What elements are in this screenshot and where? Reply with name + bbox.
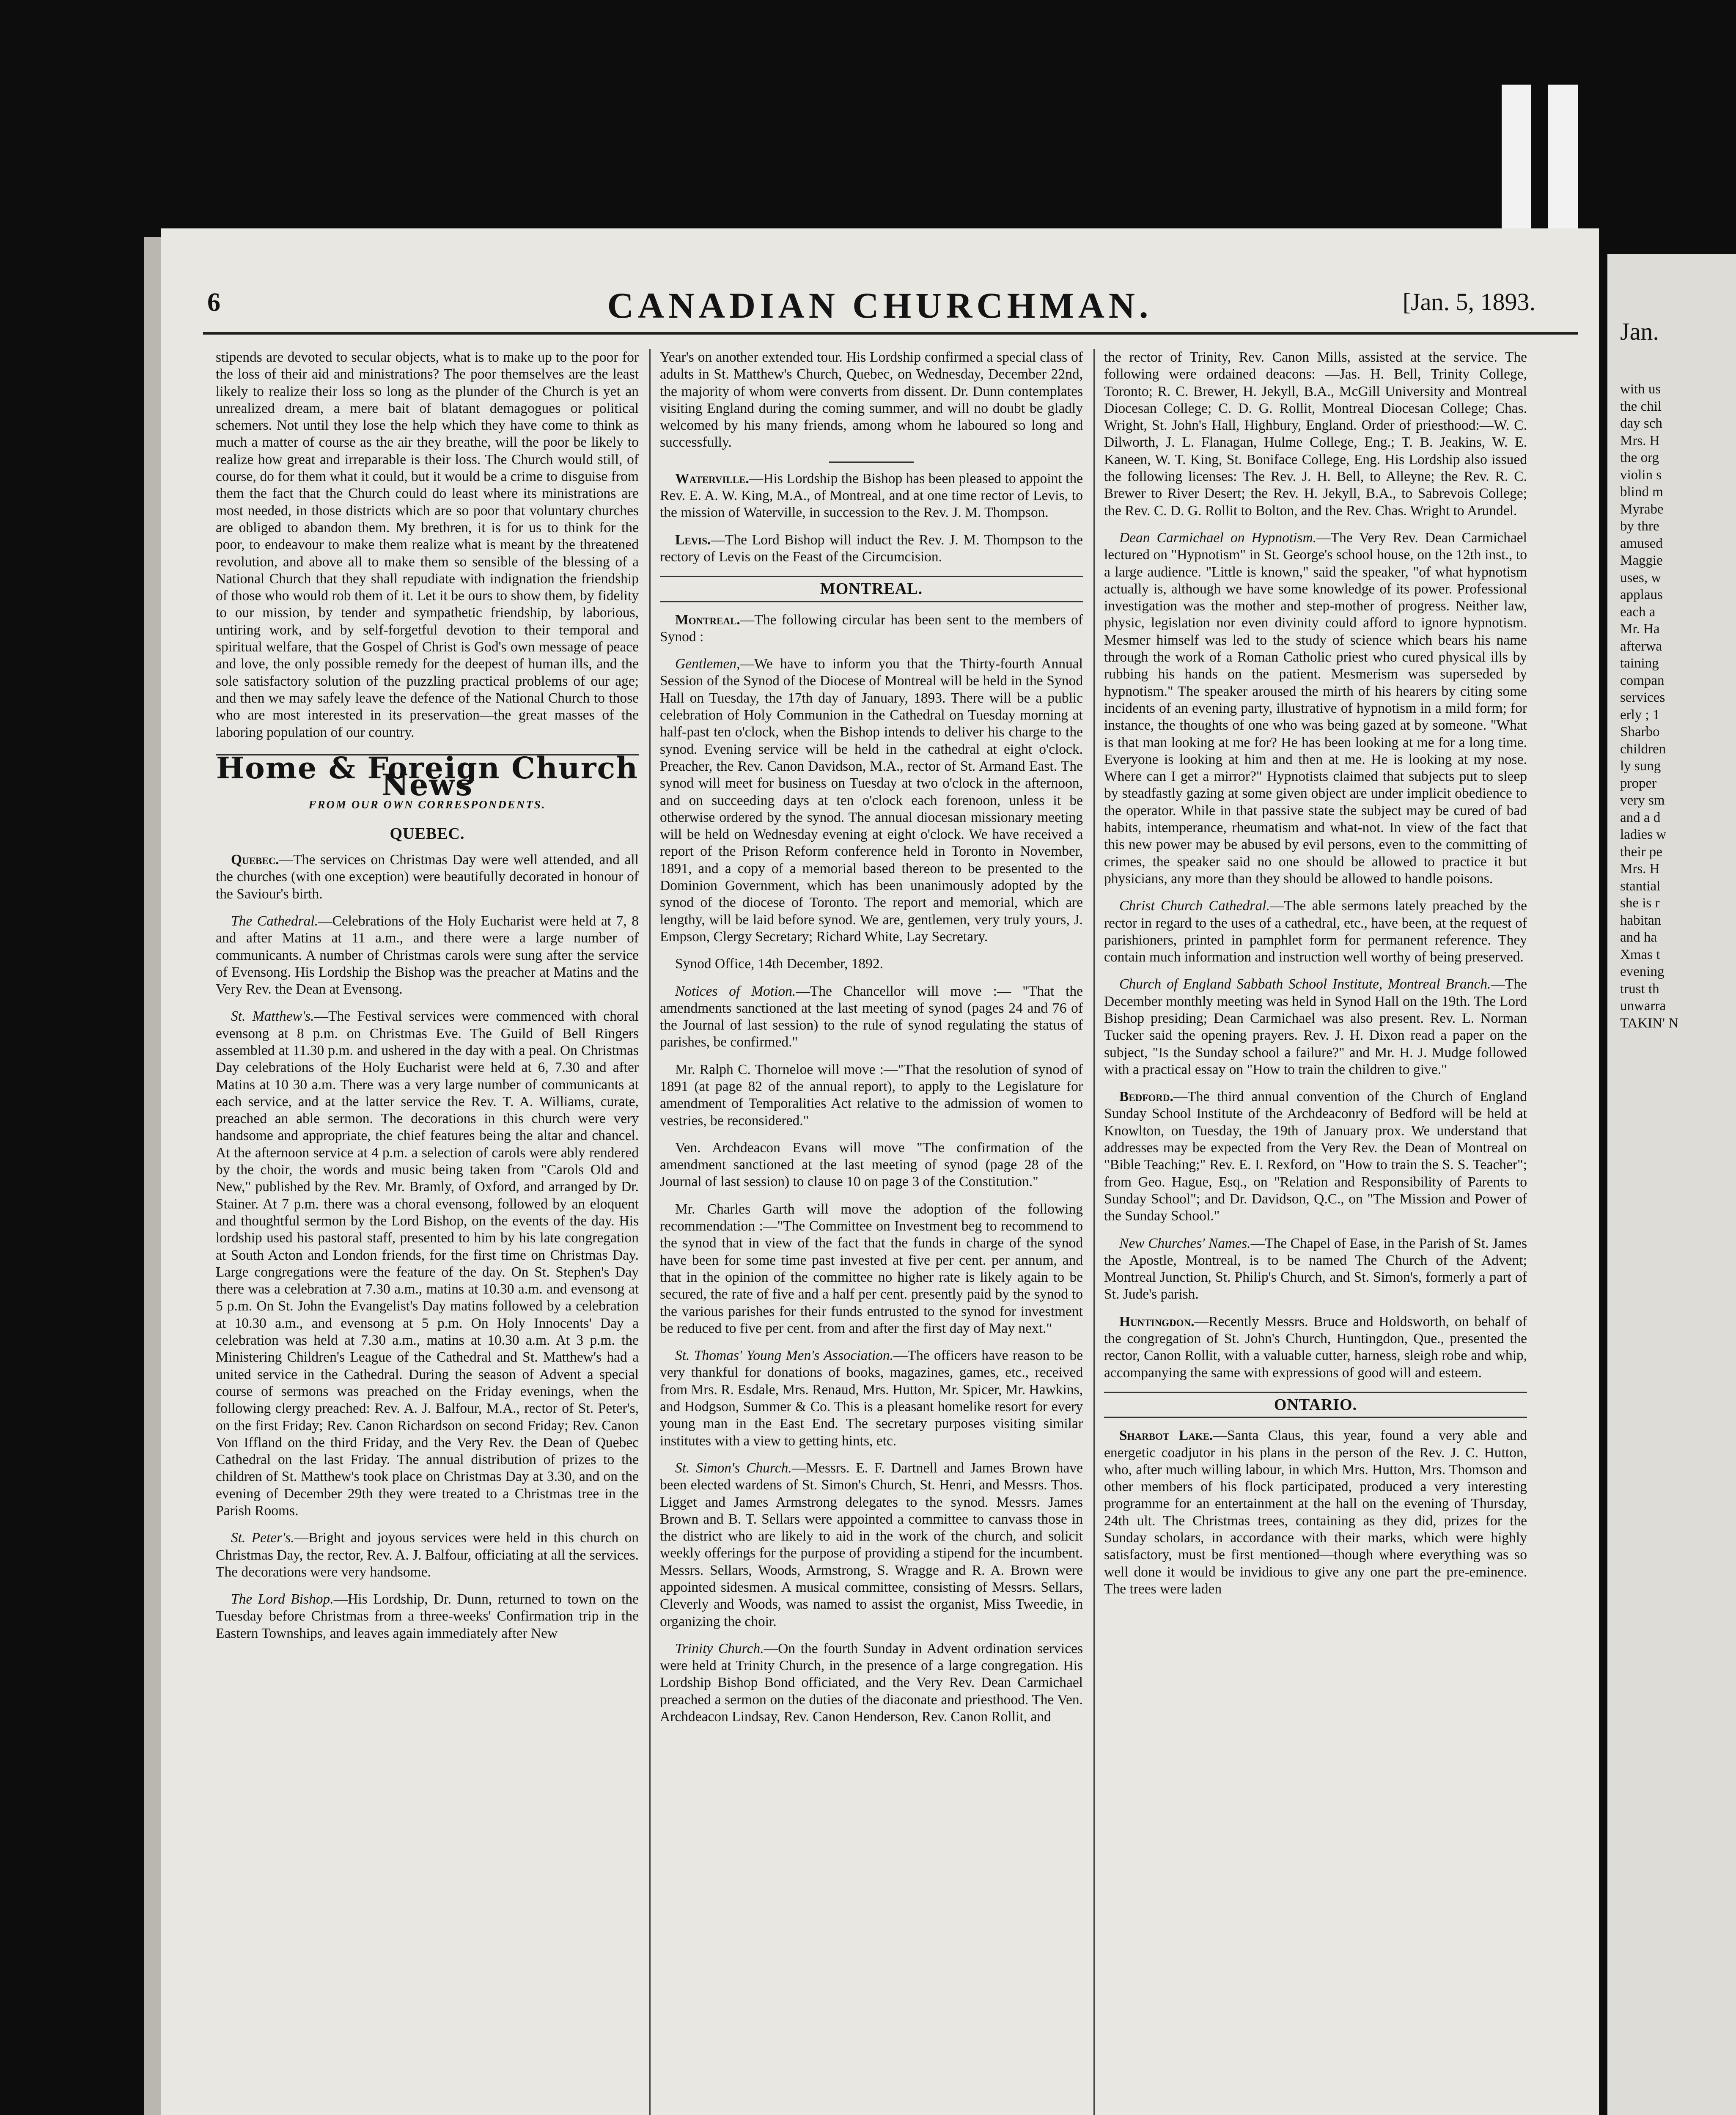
fragment-line: applaus (1620, 587, 1663, 602)
article-paragraph (660, 1460, 1083, 1630)
paragraph-text: —Santa Claus, this year, found a very able and energetic coadjutor in his plans in the person of the Rev. J. C. Hutton, who, after much willing labour, in which Mrs. Hutton, Mrs. Thomson and other members of his flock participated, produced a very interesting programme for an entertainment at the hall on the evening of Thursday, 24th ult. The Christmas trees, containing as they did, prizes for the Sunday scholars, in accordance with their marks, which were highly satisfactory, must be first mentioned—though where everything was so well done it would be invidious to give any one part the pre-eminence. The trees were laden (1104, 1428, 1527, 1597)
article-paragraph (1104, 1427, 1527, 1598)
fragment-line: unwarra (1620, 998, 1666, 1014)
fragment-line: their pe (1620, 844, 1662, 860)
paragraph-text: —The third annual convention of the Church of England Sunday School Institute of the Archdeaconry of Bedford will be held at Knowlton, on Tuesday, the 19th of January prox. We understand that addresses may be expected from the Very Rev. the Dean of Montreal on "Bible Teaching;" Rev. E. I. Rexford, on "How to train the S. S. Teacher"; from Geo. Hague, Esq., on "Relation and Responsibility of Parents to Sunday School"; and Dr. Davidson, Q.C., on "The Mission and Power of the Sunday School." (1104, 1089, 1527, 1224)
article-paragraph: Synod Office, 14th December, 1892. (675, 956, 884, 972)
fragment-line: the chil (1620, 398, 1662, 414)
fragment-line: Maggie (1620, 553, 1663, 568)
region-heading-quebec: QUEBEC. (390, 824, 465, 843)
paragraph-text: —The December monthly meeting was held in Synod Hall on the 19th. The Lord Bishop presiding; Dean Carmichael was also present. Rev. L. Norman Tucker said the opening prayers. Rev. J. H. Dixon read a paper on the subject, "Is the Sunday school a failure?" and Mr. H. J. Mudge followed with a practical essay on "How to train the children to give." (1104, 976, 1527, 1077)
fragment-line: trust th (1620, 981, 1659, 997)
fragment-line: by thre (1620, 519, 1659, 534)
article-paragraph (1104, 1313, 1527, 1382)
paragraph-text: —Bright and joyous services were held in this church on Christmas Day, the rector, Rev. A. J. Balfour, officiating at all the services. The decorations were very handsome. (216, 1530, 639, 1580)
fragment-line: ly sung (1620, 758, 1661, 774)
article-paragraph (216, 913, 639, 998)
paragraph-text: —His Lordship, Dr. Dunn, returned to town on the Tuesday before Christmas from a three-weeks' Confirmation trip in the Eastern Townships, and leaves again immediately after New (216, 1591, 639, 1641)
paragraph-head: St. Matthew's. (231, 1008, 314, 1025)
next-page-edge (1607, 254, 1736, 2115)
paragraph-head: Church of England Sabbath School Institute, Montreal Branch. (1119, 976, 1491, 992)
paragraph-head: The Cathedral. (231, 913, 319, 929)
newspaper-page (161, 228, 1599, 2115)
article-paragraph (216, 1530, 639, 1581)
article-paragraph (216, 851, 639, 903)
paragraph-head: Trinity Church. (675, 1640, 764, 1656)
paragraph-text: —The Chapel of Ease, in the Parish of St. James the Apostle, Montreal, is to be named The Church of the Advent; Montreal Junction, St. Philip's Church, and St. Simon's, formerly a part of St. Jude's parish. (1104, 1235, 1527, 1302)
paragraph-head: Huntingdon. (1119, 1313, 1195, 1329)
article-paragraph (1104, 1088, 1527, 1225)
paragraph-text: —The Festival services were commenced with choral evensong at 8 p.m. on Christmas Eve. The Guild of Bell Ringers assembled at 11.30 p.m. and ushered in the day with a peal. On Christmas Day celebrations of the Holy Eucharist were held at 6, 7.30 and after Matins at 10 30 a.m. There was a very large number of communicants at each service, and at the latter service the Rev. T. A. Williams, curate, preached an able sermon. The decorations in this church were very handsome and appropriate, the chief features being the altar and chancel. At the afternoon service at 4 p.m. a selection of carols were ably rendered by the choir, the words and music being taken from "Carols Old and New," published by the Rev. Mr. Bramly, of Oxford, and arranged by Dr. Stainer. At 7 p.m. there was a choral evensong, followed by an eloquent and thoughtful sermon by the Lord Bishop, on the events of the day. His lordship used his pastoral staff, presented to him by his late congregation at South Acton and London friends, for the first time on Christmas Day. Large congregations were the feature of the day. On St. Stephen's Day there was a celebration at 7.30 a.m., matins at 10.30 a.m. and evensong at 5 p.m. On St. John the Evangelist's Day matins followed by a celebration at 10.30 a.m., and evensong at 5 p.m. On Holy Innocents' Day a celebration was held at 7.30 a.m., matins at 10.30 a.m. At 3 p.m. the Ministering Children's League of the Cathedral and St. Matthew's had a united service in the Cathedral. During the season of Advent a special course of sermons was preached on the Friday evenings, when the following clergy preached: Rev. A. J. Balfour, M.A., rector of St. Peter's, on the first Friday; Rev. Canon Richardson on second Friday; Rev. Canon Von Iffland on the third Friday, and the Very Rev. the Dean of Quebec Cathedral on the last Friday. The annual distribution of prizes to the children of St. Matthew's took place on Christmas Day at 3.30, and on the evening of December 29th they were treated to a Christmas tree in the Parish Rooms. (216, 1008, 639, 1519)
column-separator (649, 349, 651, 2115)
paragraph-text: —Celebrations of the Holy Eucharist were held at 7, 8 and after Matins at 11 a.m., and there were a large number of communicants. A number of Christmas carols were sung after the service of Evensong. His Lordship the Bishop was the preacher at Matins and the Very Rev. the Dean at Evensong. (216, 913, 639, 997)
paragraph-head: Sharbot Lake. (1119, 1428, 1213, 1444)
paragraph-head: New Churches' Names. (1119, 1235, 1251, 1251)
fragment-line: Mrs. H (1620, 861, 1660, 876)
article-paragraph: stipends are devoted to secular objects, what is to make up to the poor for the loss of their aid and ministrations? The poor themselves are the least likely to realize their loss so long as the plunder of the Church is yet an unrealized dream, a mere bait of blatant demagogues or political schemers. Not until they lose the help which they have come to think as much a matter of course as the air they breathe, will the poor be likely to realize how great and irreparable is their loss. The Church would still, of course, do for them what it could, but it would be a crime to disguise from them the fact that the Church could do least where its ministrations are most needed, in those districts which are so poor that voluntary churches are obliged to abandon them. My brethren, it is for us to think for the poor, to endeavour to make them realize what is meant by the threatened revolution, and above all to make them so sensible of the blessing of a National Church that they shall repudiate with indignation the friendship of those who would rob them of it. Let it be ours to show them, by fidelity to our mission, by tender and sympathetic friendship, by laborious, untiring work, and by self-forgetful devotion to their temporal and spiritual welfare, that the Gospel of Christ is God's own message of peace and love, the only possible remedy for the deepest of human ills, and the sole satisfactory solution of the puzzling practical problems of our age; and then we may safely leave the defence of the National Church to those who are most interested in its preservation—the great masses of the laboring population of our country. (216, 349, 639, 740)
fragment-line: uses, w (1620, 570, 1662, 585)
paragraph-head: Waterville. (675, 470, 749, 486)
column-2 (660, 349, 1083, 1736)
article-paragraph: Ven. Archdeacon Evans will move "The confirmation of the amendment sanctioned at the last meeting of synod (page 28 of the Journal of last session) to clause 10 on page 3 of the Constitution." (660, 1140, 1083, 1190)
column-3 (1104, 349, 1527, 1608)
fragment-line: TAKIN' N (1620, 1015, 1679, 1031)
fragment-line: very sm (1620, 793, 1665, 808)
article-paragraph: Mr. Ralph C. Thorneloe will move :—"That the resolution of synod of 1891 (at page 82 of the annual report), to apply to the Legislature for amendment of Temporalities Act relative to the admission of women to vestries, be reconsidered." (660, 1061, 1083, 1129)
fragment-line: day sch (1620, 416, 1662, 431)
section-subtitle: FROM OUR OWN CORRESPONDENTS. (308, 798, 546, 811)
article-paragraph: Year's on another extended tour. His Lordship confirmed a special class of adults in St. Matthew's Church, Quebec, on Wednesday, December 22nd, the majority of whom were converts from dissent. Dr. Dunn contemplates visiting England during the coming summer, and will no doubt be gladly welcomed by his many friends, among whom he laboured so long and successfully. (660, 349, 1083, 450)
paragraph-head: Levis. (675, 532, 711, 548)
paragraph-text: —His Lordship the Bishop has been pleased to appoint the Rev. E. A. W. King, M.A., of Montreal, and at one time rector of Levis, to the mission of Waterville, in succession to the Rev. J. M. Thompson. (660, 470, 1083, 521)
fragment-line: she is r (1620, 895, 1660, 911)
paragraph-head: St. Peter's. (231, 1530, 294, 1546)
column-separator (1093, 349, 1095, 2115)
paragraph-head: Gentlemen, (675, 656, 740, 672)
paragraph-text: —On the fourth Sunday in Advent ordination services were held at Trinity Church, in the presence of a large congregation. His Lordship Bishop Bond officiated, and the Very Rev. Dean Carmichael preached a sermon on the duties of the diaconate and priesthood. The Ven. Archdeacon Lindsay, Rev. Canon Henderson, Rev. Canon Rollit, and (660, 1640, 1083, 1725)
article-paragraph (660, 1640, 1083, 1725)
article-paragraph (216, 1591, 639, 1642)
column-1 (216, 349, 639, 1652)
paragraph-head: St. Thomas' Young Men's Association. (675, 1348, 893, 1364)
paragraph-head: Dean Carmichael on Hypnotism. (1119, 530, 1317, 546)
page-header (161, 285, 1599, 334)
fragment-line: ladies w (1620, 827, 1667, 842)
article-paragraph: Mr. Charles Garth will move the adoption of the following recommendation :—"The Committee on Investment beg to recommend to the synod that in view of the fact that the funds in charge of the synod have been for some time past invested at five per cent. per annum, and that in the opinion of the committee no higher rate is likely again to be secured, the rate of five and a half per cent. presently paid by the synod to the various parishes for their funds entrusted to the synod for investment be reduced to five per cent. from and after the first day of May next." (660, 1201, 1083, 1336)
article-paragraph (1104, 1235, 1527, 1303)
paragraph-text: —The officers have reason to be very thankful for donations of books, magazines, games, etc., received from Mrs. R. Esdale, Mrs. Renaud, Mrs. Hutton, Mr. Spicer, Mr. Hawkins, and Hodgson, Summer & Co. This is a pleasant homelike resort for every young man in the East End. The secretary purposes visiting similar institutes with a view to getting hints, etc. (660, 1348, 1083, 1449)
fragment-line: and ha (1620, 930, 1657, 945)
region-heading-ontario: ONTARIO. (1104, 1392, 1527, 1418)
page-number: 6 (207, 288, 220, 317)
paragraph-text: —The Very Rev. Dean Carmichael lectured on "Hypnotism" in St. George's school house, on the 12th inst., to a large audience. "Little is known," said the speaker, "of what hypnotism actually is, although we have some knowledge of its power. Professional investigation was the mother and step-mother of progress. Neither law, physic, legislation nor even divinity could afford to ignore hypnotism. Mesmer himself was led to the study of science which bears his name through the work of a Roman Catholic priest who cured physical ills by rubbing his hands on the patient. Mesmerism was superseded by hypnotism." The speaker aroused the mirth of his hearers by citing some incidents of an evening party, illustrative of hypnotism in a mild form; for instance, the thoughts of one who was being gazed at by someone. "What is that man looking at me for? He has been looking at me for a long time. Everyone is looking at him and then at me. He is looking at my nose. Where can I get a mirror?" Hypnotists claimed that subjects put to sleep by steadfastly gazing at some given object are under implicit obedience to the operator. While in that passive state the subject may be cured of bad habits, intemperance, rheumatism and what-not. In view of the fact that this new power may be abused by evil persons, even to the committing of crimes, the speaker said no one should be allowed to practice it but physicians, any more than they should be allowed to handle poisons. (1104, 530, 1527, 887)
paragraph-text: —The services on Christmas Day were well attended, and all the churches (with one exception) were beautifully decorated in honour of the Saviour's birth. (216, 852, 639, 902)
section-title: Home & Foreign Church News (216, 750, 639, 803)
paragraph-head: Montreal. (675, 612, 740, 628)
fragment-line: Xmas t (1620, 947, 1660, 962)
fragment-line: Mr. Ha (1620, 621, 1660, 637)
paragraph-head: Quebec. (231, 852, 279, 868)
film-mark-top (1502, 85, 1531, 237)
article-paragraph (660, 470, 1083, 522)
article-paragraph (216, 1008, 639, 1519)
paragraph-head: St. Simon's Church. (675, 1460, 792, 1476)
paragraph-head: Christ Church Cathedral. (1119, 898, 1270, 914)
divider (829, 461, 914, 463)
paragraph-text: —The able sermons lately preached by the rector in regard to the uses of a cathedral, etc., have been, at the request of parishioners, printed in pamphlet form for permanent reference. They contain much information and instruction well worthy of being preserved. (1104, 898, 1527, 965)
paragraph-head: The Lord Bishop. (231, 1591, 334, 1607)
fragment-line: with us (1620, 382, 1661, 397)
next-page-header: Jan. (1620, 318, 1659, 345)
fragment-line: Sharbo (1620, 724, 1660, 739)
paragraph-text: —The Chancellor will move :— "That the amendments sanctioned at the last meeting of synod (pages 24 and 76 of the Journal of last session) to the rule of synod regulating the status of parishes, be confirmed." (660, 983, 1083, 1050)
paragraph-text: —Recently Messrs. Bruce and Holdsworth, on behalf of the congregation of St. John's Church, Huntingdon, Que., presented the rector, Canon Rollit, with a valuable cutter, harness, sleigh robe and whip, accompanying the same with expressions of good will and esteem. (1104, 1313, 1527, 1381)
article-paragraph (1104, 976, 1527, 1078)
article-paragraph (660, 983, 1083, 1051)
film-mark-top (1548, 85, 1578, 237)
paragraph-text: —We have to inform you that the Thirty-fourth Annual Session of the Synod of the Diocese of Montreal will be held in the Synod Hall on Tuesday, the 17th day of January, 1893. There will be a public celebration of Holy Communion in the Cathedral on Tuesday morning at half-past ten o'clock, when the Bishop intends to deliver his charge to the synod. Evening service will be held in the cathedral at eight o'clock. Preacher, the Rev. Canon Davidson, M.A., rector of St. Armand East. The synod will meet for business on Tuesday at two o'clock in the afternoon, and on succeeding days at ten o'clock each forenoon, unless it be otherwise ordered by the synod. The annual diocesan missionary meeting will be held on Wednesday evening at eight o'clock. We have received a report of the Prison Reform conference held in Toronto in November, 1891, and a copy of a memorial based thereon to be presented to the Dominion Government, which has been unanimously adopted by the synod of the diocese of Toronto. The report and memorial, which are lengthy, will be laid before synod. We are, gentlemen, very truly yours, J. Empson, Clergy Secretary; Richard White, Lay Secretary. (660, 656, 1083, 945)
fragment-line: proper (1620, 775, 1657, 791)
fragment-line: afterwa (1620, 638, 1662, 654)
article-paragraph (1104, 898, 1527, 966)
issue-date: [Jan. 5, 1893. (1402, 288, 1535, 316)
paragraph-text: —The following circular has been sent to the members of Synod : (660, 612, 1083, 645)
paragraph-text: —Messrs. E. F. Dartnell and James Brown have been elected wardens of St. Simon's Church, St. Henri, and Messrs. Thos. Ligget and James Armstrong delegates to the synod. Messrs. James Brown and B. T. Sellars were appointed a committee to canvass those in the district who are likely to aid in the work of the church, and solicit weekly offerings for the purpose of providing a stipend for the incumbent. Messrs. Sellars, Woods, Armstrong, S. Wragge and R. A. Brown were appointed sidesmen. A musical committee, consisting of Messrs. Sellars, Cleverly and Woods, was named to assist the organist, Miss Tweedie, in organizing the choir. (660, 1460, 1083, 1629)
header-rule (203, 332, 1578, 335)
article-paragraph: the rector of Trinity, Rev. Canon Mills, assisted at the service. The following were ordained deacons: —Jas. H. Bell, Trinity College, Toronto; R. C. Brewer, H. Jekyll, B.A., McGill University and Montreal Diocesan College; C. D. G. Rollit, Montreal Diocesan College; Chas. Wright, St. John's Hall, Highbury, England. Order of priesthood:—W. C. Dilworth, J. L. Flanagan, Hulme College, Eng.; T. B. Jeakins, W. E. Kaneen, W. T. King, St. Boniface College, Eng. His Lordship also issued the following licenses: The Rev. J. H. Bell, to Alleyne; the Rev. R. C. Brewer to River Desert; the Rev. H. Jekyll, B.A., to Sabrevois College; the Rev. C. D. G. Rollit to Bolton, and the Rev. Chas. Wright to Arundel. (1104, 349, 1527, 519)
fragment-line: children (1620, 741, 1666, 757)
fragment-line: habitan (1620, 912, 1662, 928)
paragraph-head: Bedford. (1119, 1089, 1173, 1105)
fragment-line: blind m (1620, 484, 1663, 500)
article-paragraph (1104, 530, 1527, 887)
region-heading-montreal: MONTREAL. (660, 576, 1083, 602)
article-paragraph (660, 532, 1083, 566)
fragment-line: taining (1620, 656, 1659, 671)
fragment-line: services (1620, 690, 1665, 705)
fragment-line: violin s (1620, 467, 1662, 483)
article-paragraph (660, 1347, 1083, 1450)
article-paragraph (660, 656, 1083, 945)
fragment-line: Mrs. H (1620, 433, 1660, 448)
masthead: CANADIAN CHURCHMAN. (607, 285, 1153, 326)
fragment-line: erly ; 1 (1620, 707, 1660, 722)
article-paragraph (660, 612, 1083, 646)
fragment-line: compan (1620, 673, 1665, 688)
fragment-line: Myrabe (1620, 501, 1664, 517)
fragment-line: each a (1620, 604, 1656, 620)
paragraph-head: Notices of Motion. (675, 983, 796, 999)
paragraph-text: —The Lord Bishop will induct the Rev. J. M. Thompson to the rectory of Levis on the Feast of the Circumcision. (660, 532, 1083, 565)
fragment-line: amused (1620, 536, 1663, 551)
fragment-line: and a d (1620, 810, 1661, 825)
next-page-fragments (1620, 381, 1734, 1032)
fragment-line: the org (1620, 450, 1659, 465)
fragment-line: stantial (1620, 878, 1661, 894)
fragment-line: evening (1620, 964, 1665, 979)
